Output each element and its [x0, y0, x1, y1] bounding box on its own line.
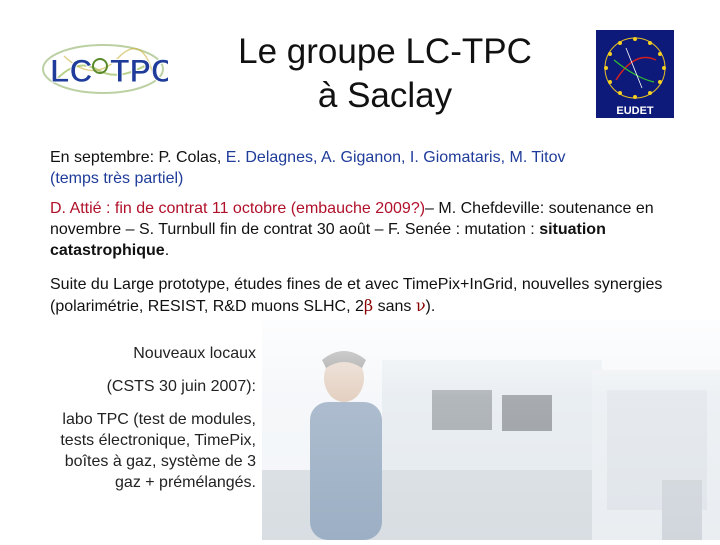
page-title	[170, 30, 600, 118]
para2-red: D. Attié : fin de contrat 11 octobre (embauche 2009?)	[50, 200, 426, 217]
para3-text1: Suite du Large prototype, études fines de et avec TimePix+InGrid, nouvelles synergies (polarimétrie, RESIST, R&D muons SLHC, 2	[50, 276, 663, 315]
para2-end: .	[164, 242, 170, 259]
title-line-2: à Saclay	[317, 76, 453, 115]
eudet-logo	[596, 30, 674, 118]
side-line-3a: labo TPC (test de modules,	[62, 411, 256, 428]
paragraph-status	[50, 198, 680, 261]
para1-names: E. Delagnes, A. Giganon, I. Giomataris, M. Titov	[225, 149, 566, 166]
title-line-1: Le groupe LC-TPC	[238, 32, 532, 71]
lc-tpc-logo	[38, 38, 168, 100]
eudet-label: EUDET	[616, 105, 654, 117]
para1-note: (temps très partiel)	[50, 170, 184, 187]
para3-text3: ).	[425, 298, 436, 315]
side-line-3c: boîtes à gaz, système de 3	[64, 453, 256, 470]
side-line-1: Nouveaux locaux	[133, 345, 256, 362]
lab-photo	[262, 320, 720, 540]
side-line-3b: tests électronique, TimePix,	[60, 432, 256, 449]
side-line-2: (CSTS 30 juin 2007):	[106, 378, 256, 395]
para3-beta: β	[363, 296, 374, 315]
paragraph-people	[50, 147, 680, 189]
para3-text2: sans	[373, 298, 416, 315]
side-line-3d: gaz + prémélangés.	[115, 474, 256, 491]
svg-text:LC: LC	[50, 53, 93, 89]
side-block-3	[20, 409, 256, 493]
para2-bold: situation catastrophique	[50, 221, 606, 259]
para1-lead: En septembre: P. Colas,	[50, 149, 226, 166]
para2-text: – M. Chefdeville: soutenance en novembre – S. Turnbull fin de contrat 30 août – F. Senée : mutation :	[50, 200, 654, 238]
para3-nu: ν	[415, 296, 426, 315]
paragraph-prototype	[50, 274, 680, 317]
svg-text:TPC: TPC	[110, 53, 168, 89]
